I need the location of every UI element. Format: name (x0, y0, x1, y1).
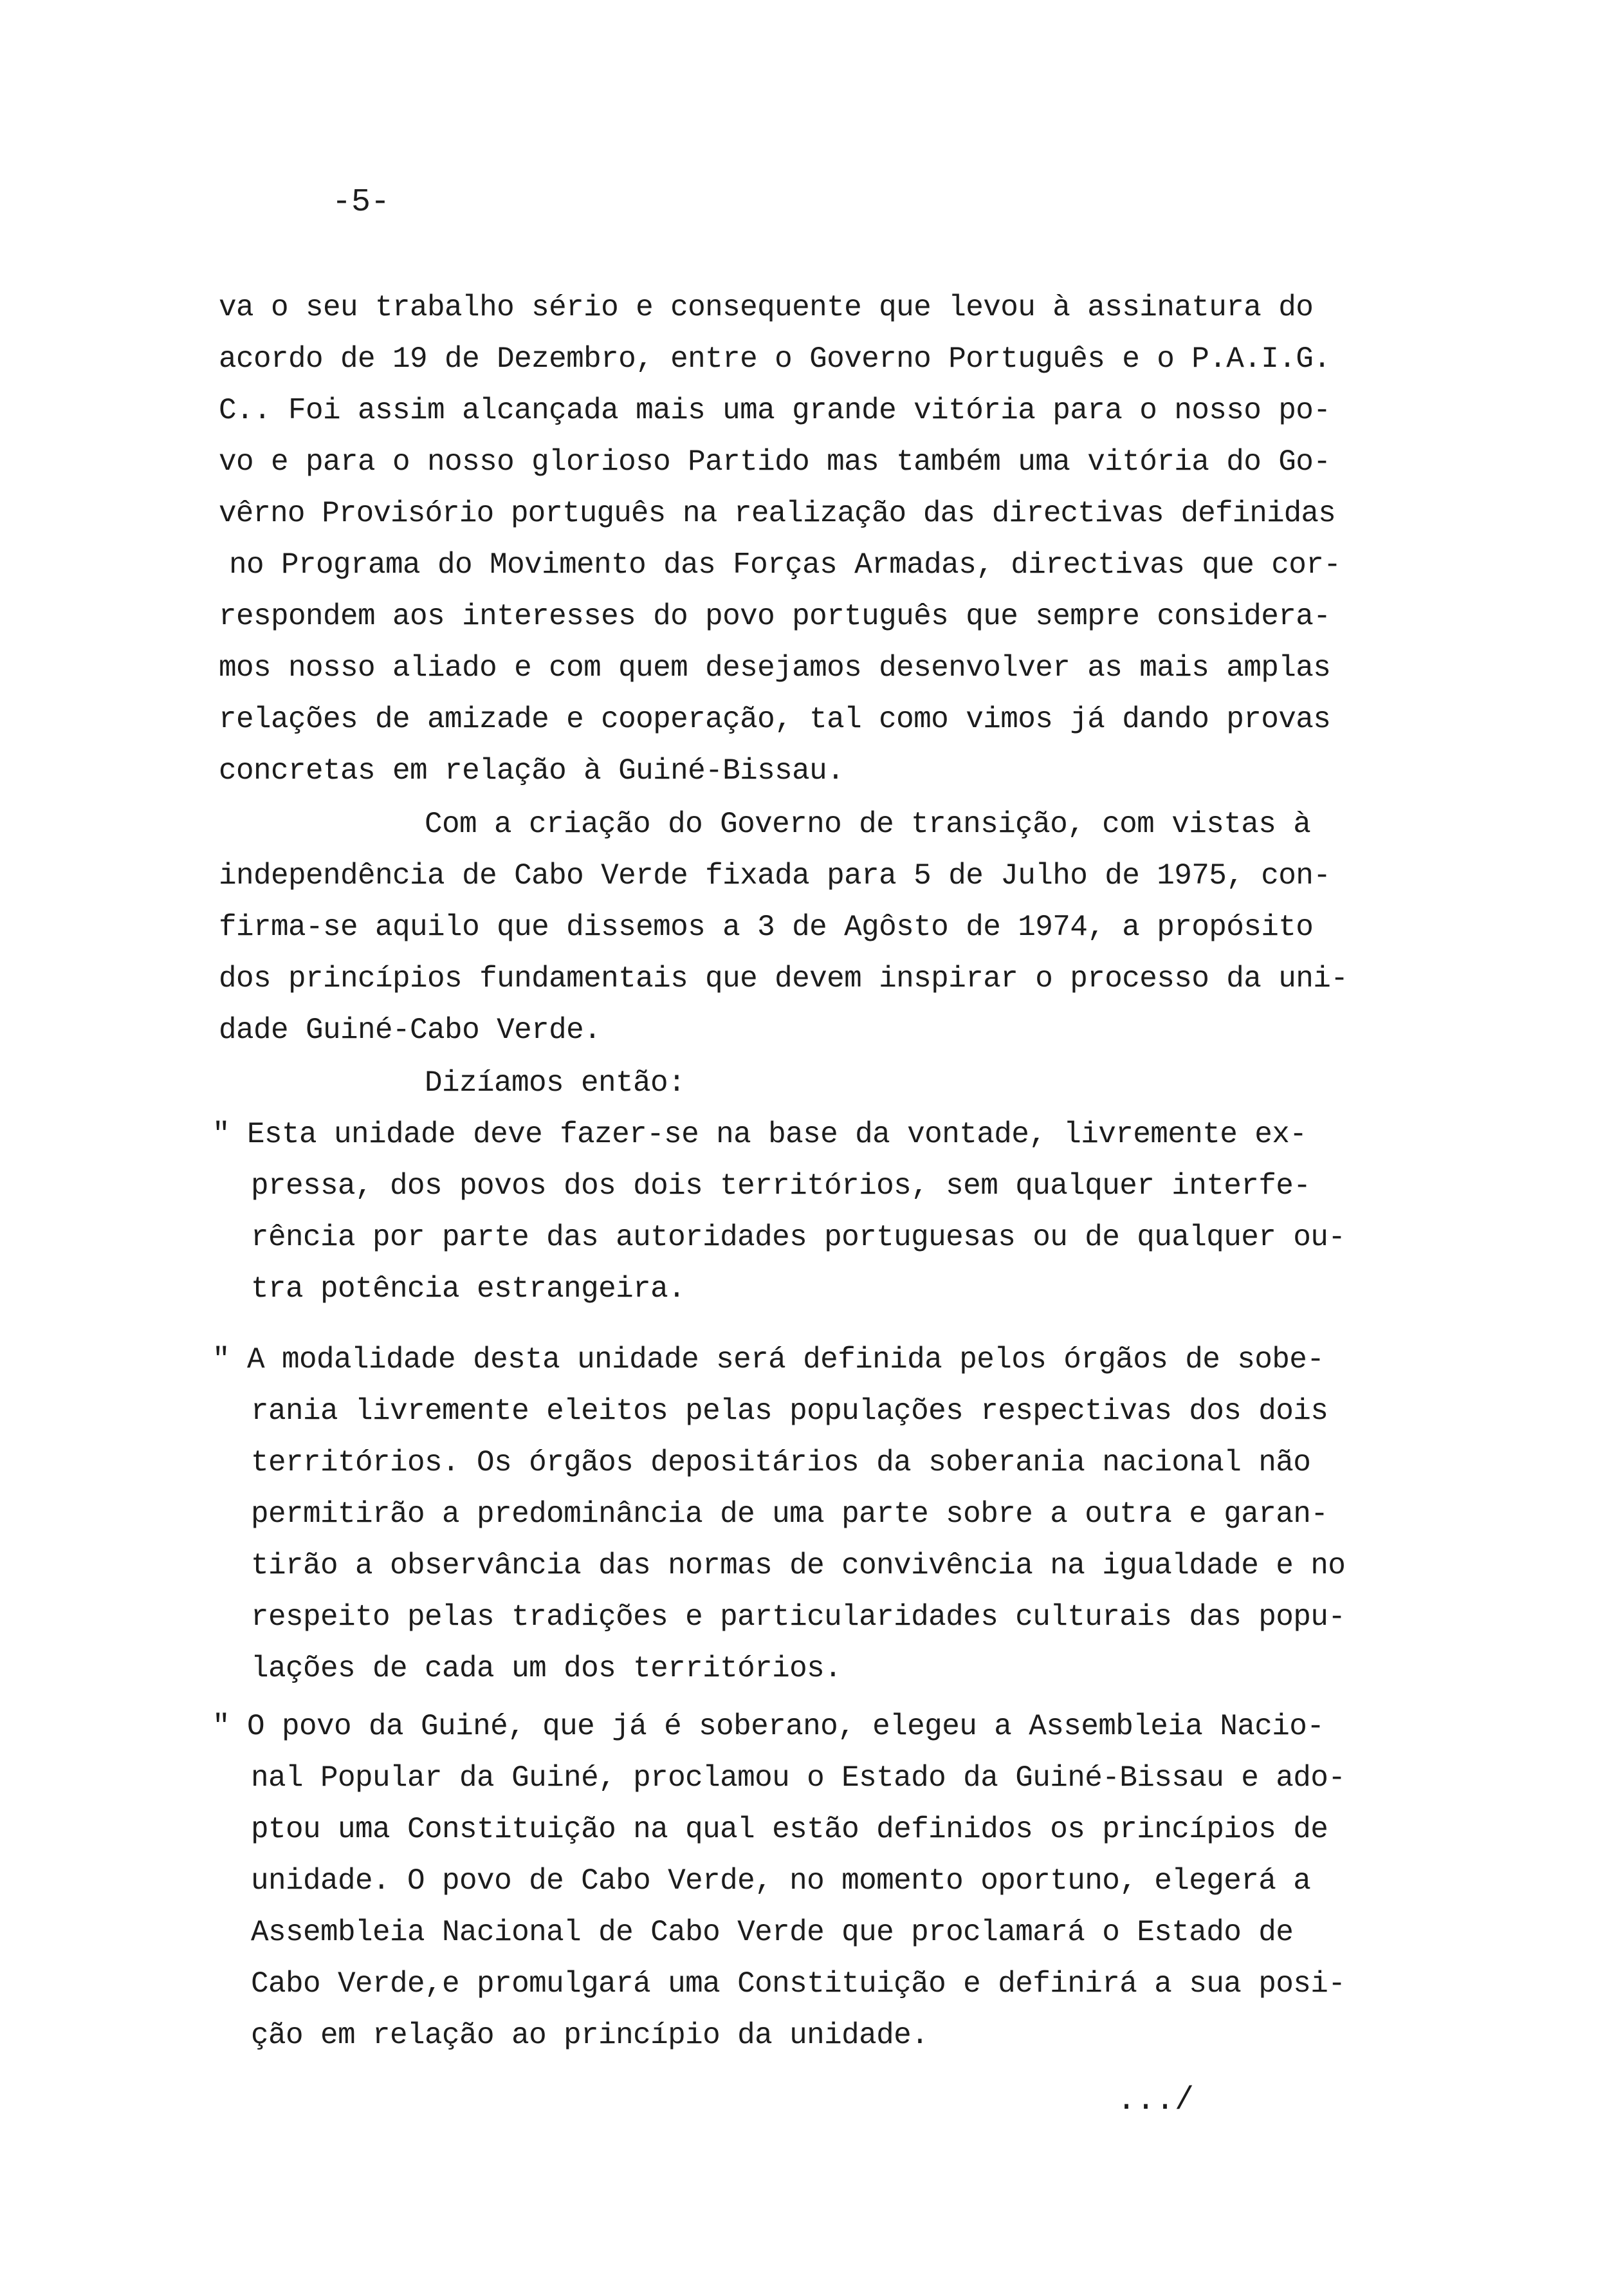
text-line: Assembleia Nacional de Cabo Verde que proclamará o Estado de (251, 1916, 1294, 1949)
text-line: pressa, dos povos dos dois territórios, sem qualquer interfe- (251, 1169, 1311, 1203)
text-line: firma-se aquilo que dissemos a 3 de Agôsto de 1974, a propósito (219, 911, 1314, 944)
text-line: va o seu trabalho sério e consequente que levou à assinatura do (219, 291, 1314, 324)
text-line: vo e para o nosso glorioso Partido mas também uma vitória do Go- (219, 445, 1331, 479)
text-line: concretas em relação à Guiné-Bissau. (219, 754, 845, 788)
text-line: respondem aos interesses do povo português que sempre considera- (219, 600, 1331, 633)
text-line: tirão a observância das normas de convivência na igualdade e no (251, 1549, 1346, 1582)
text-line: nal Popular da Guiné, proclamou o Estado da Guiné-Bissau e ado- (251, 1761, 1346, 1795)
text-line: vêrno Provisório português na realização das directivas definidas (219, 497, 1336, 530)
text-line: Dizíamos então: (425, 1066, 686, 1100)
text-line: ção em relação ao princípio da unidade. (251, 2019, 929, 2052)
text-line: independência de Cabo Verde fixada para 5 de Julho de 1975, con- (219, 859, 1331, 893)
page-number: -5- (332, 184, 390, 221)
text-line: unidade. O povo de Cabo Verde, no momento oportuno, elegerá a (251, 1864, 1311, 1898)
text-line: Cabo Verde,e promulgará uma Constituição e definirá a sua posi- (251, 1967, 1346, 2001)
continuation-mark: .../ (1117, 2082, 1195, 2119)
text-line: permitirão a predominância de uma parte sobre a outra e garan- (251, 1497, 1328, 1531)
text-line: tra potência estrangeira. (251, 1272, 686, 1306)
text-line: acordo de 19 de Dezembro, entre o Governo Português e o P.A.I.G. (219, 342, 1331, 376)
text-line: relações de amizade e cooperação, tal como vimos já dando provas (219, 703, 1331, 736)
text-line: ptou uma Constituição na qual estão definidos os princípios de (251, 1813, 1328, 1846)
text-line: dade Guiné-Cabo Verde. (219, 1014, 601, 1047)
text-line: rência por parte das autoridades portuguesas ou de qualquer ou- (251, 1221, 1346, 1254)
text-line: lações de cada um dos territórios. (251, 1652, 842, 1685)
text-line: respeito pelas tradições e particularidades culturais das popu- (251, 1600, 1346, 1634)
text-line: dos princípios fundamentais que devem inspirar o processo da uni- (219, 962, 1348, 995)
text-line: territórios. Os órgãos depositários da soberania nacional não (251, 1446, 1311, 1479)
text-line: no Programa do Movimento das Forças Armadas, directivas que cor- (229, 548, 1341, 582)
text-line: " A modalidade desta unidade será definida pelos órgãos de sobe- (212, 1343, 1325, 1376)
text-line: rania livremente eleitos pelas populações respectivas dos dois (251, 1394, 1328, 1428)
text-line: mos nosso aliado e com quem desejamos desenvolver as mais amplas (219, 651, 1331, 685)
text-line: " O povo da Guiné, que já é soberano, elegeu a Assembleia Nacio- (212, 1710, 1325, 1743)
text-line: C.. Foi assim alcançada mais uma grande vitória para o nosso po- (219, 394, 1331, 427)
text-line: " Esta unidade deve fazer-se na base da vontade, livremente ex- (212, 1118, 1307, 1151)
text-line: Com a criação do Governo de transição, com vistas à (425, 808, 1311, 841)
